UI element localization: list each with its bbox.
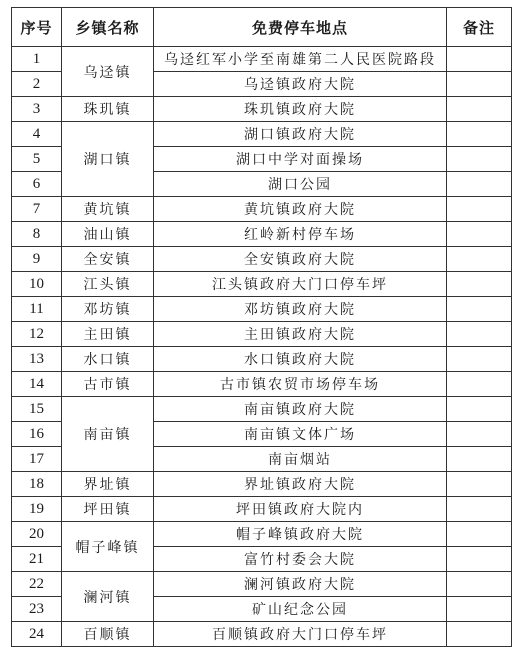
- remark-cell: [447, 622, 512, 647]
- table-row: [12, 397, 512, 422]
- town-name-cell: 帽子峰镇: [62, 522, 154, 572]
- parking-location-cell: 黄坑镇政府大院: [154, 197, 447, 222]
- parking-location-cell: 邓坊镇政府大院: [154, 297, 447, 322]
- parking-location-cell: 界址镇政府大院: [154, 472, 447, 497]
- serial-number-cell: 17: [12, 447, 62, 472]
- serial-number-cell: 13: [12, 347, 62, 372]
- header-town-name: 乡镇名称: [62, 8, 154, 47]
- serial-number-cell: 6: [12, 172, 62, 197]
- table-body: [12, 47, 512, 647]
- remark-cell: [447, 322, 512, 347]
- remark-cell: [447, 422, 512, 447]
- parking-table: [11, 7, 512, 647]
- remark-cell: [447, 522, 512, 547]
- parking-location-cell: 百顺镇政府大门口停车坪: [154, 622, 447, 647]
- parking-location-cell: 澜河镇政府大院: [154, 572, 447, 597]
- town-name-cell: 界址镇: [62, 472, 154, 497]
- table-row: [12, 347, 512, 372]
- parking-location-cell: 湖口镇政府大院: [154, 122, 447, 147]
- town-name-cell: 珠玑镇: [62, 97, 154, 122]
- remark-cell: [447, 197, 512, 222]
- town-name-cell: 湖口镇: [62, 122, 154, 197]
- town-name-cell: 主田镇: [62, 322, 154, 347]
- serial-number-cell: 5: [12, 147, 62, 172]
- serial-number-cell: 18: [12, 472, 62, 497]
- remark-cell: [447, 372, 512, 397]
- table-row: [12, 222, 512, 247]
- parking-location-cell: 红岭新村停车场: [154, 222, 447, 247]
- parking-location-cell: 南亩烟站: [154, 447, 447, 472]
- remark-cell: [447, 597, 512, 622]
- parking-location-cell: 富竹村委会大院: [154, 547, 447, 572]
- table-row: [12, 47, 512, 72]
- serial-number-cell: 20: [12, 522, 62, 547]
- remark-cell: [447, 447, 512, 472]
- town-name-cell: 古市镇: [62, 372, 154, 397]
- town-name-cell: 全安镇: [62, 247, 154, 272]
- serial-number-cell: 16: [12, 422, 62, 447]
- remark-cell: [447, 397, 512, 422]
- table-row: [12, 372, 512, 397]
- parking-location-cell: 珠玑镇政府大院: [154, 97, 447, 122]
- serial-number-cell: 22: [12, 572, 62, 597]
- town-name-cell: 水口镇: [62, 347, 154, 372]
- remark-cell: [447, 347, 512, 372]
- town-name-cell: 邓坊镇: [62, 297, 154, 322]
- town-name-cell: 黄坑镇: [62, 197, 154, 222]
- parking-location-cell: 古市镇农贸市场停车场: [154, 372, 447, 397]
- parking-location-cell: 全安镇政府大院: [154, 247, 447, 272]
- serial-number-cell: 4: [12, 122, 62, 147]
- remark-cell: [447, 497, 512, 522]
- table-row: [12, 472, 512, 497]
- header-remark: 备注: [447, 8, 512, 47]
- serial-number-cell: 10: [12, 272, 62, 297]
- remark-cell: [447, 72, 512, 97]
- serial-number-cell: 11: [12, 297, 62, 322]
- parking-location-cell: 主田镇政府大院: [154, 322, 447, 347]
- table-row: [12, 272, 512, 297]
- remark-cell: [447, 272, 512, 297]
- remark-cell: [447, 247, 512, 272]
- table-row: [12, 572, 512, 597]
- town-name-cell: 澜河镇: [62, 572, 154, 622]
- parking-location-cell: 乌迳红军小学至南雄第二人民医院路段: [154, 47, 447, 72]
- table-row: [12, 322, 512, 347]
- town-name-cell: 江头镇: [62, 272, 154, 297]
- serial-number-cell: 14: [12, 372, 62, 397]
- header-row: [12, 8, 512, 47]
- serial-number-cell: 15: [12, 397, 62, 422]
- header-serial-number: 序号: [12, 8, 62, 47]
- remark-cell: [447, 297, 512, 322]
- serial-number-cell: 9: [12, 247, 62, 272]
- parking-location-cell: 水口镇政府大院: [154, 347, 447, 372]
- table-row: [12, 497, 512, 522]
- table-row: [12, 97, 512, 122]
- serial-number-cell: 1: [12, 47, 62, 72]
- parking-location-cell: 南亩镇政府大院: [154, 397, 447, 422]
- parking-location-cell: 湖口中学对面操场: [154, 147, 447, 172]
- serial-number-cell: 2: [12, 72, 62, 97]
- serial-number-cell: 21: [12, 547, 62, 572]
- town-name-cell: 乌迳镇: [62, 47, 154, 97]
- serial-number-cell: 23: [12, 597, 62, 622]
- parking-location-cell: 江头镇政府大门口停车坪: [154, 272, 447, 297]
- serial-number-cell: 8: [12, 222, 62, 247]
- table-row: [12, 622, 512, 647]
- town-name-cell: 百顺镇: [62, 622, 154, 647]
- parking-location-cell: 坪田镇政府大院内: [154, 497, 447, 522]
- town-name-cell: 南亩镇: [62, 397, 154, 472]
- parking-location-cell: 乌迳镇政府大院: [154, 72, 447, 97]
- town-name-cell: 油山镇: [62, 222, 154, 247]
- remark-cell: [447, 547, 512, 572]
- remark-cell: [447, 147, 512, 172]
- parking-location-cell: 南亩镇文体广场: [154, 422, 447, 447]
- remark-cell: [447, 222, 512, 247]
- remark-cell: [447, 47, 512, 72]
- table-row: [12, 522, 512, 547]
- header-parking-location: 免费停车地点: [154, 8, 447, 47]
- town-name-cell: 坪田镇: [62, 497, 154, 522]
- serial-number-cell: 12: [12, 322, 62, 347]
- table-row: [12, 297, 512, 322]
- serial-number-cell: 3: [12, 97, 62, 122]
- parking-location-cell: 帽子峰镇政府大院: [154, 522, 447, 547]
- remark-cell: [447, 572, 512, 597]
- remark-cell: [447, 172, 512, 197]
- table-row: [12, 122, 512, 147]
- remark-cell: [447, 472, 512, 497]
- parking-location-cell: 矿山纪念公园: [154, 597, 447, 622]
- serial-number-cell: 24: [12, 622, 62, 647]
- remark-cell: [447, 97, 512, 122]
- serial-number-cell: 19: [12, 497, 62, 522]
- table-row: [12, 247, 512, 272]
- serial-number-cell: 7: [12, 197, 62, 222]
- table-row: [12, 197, 512, 222]
- remark-cell: [447, 122, 512, 147]
- parking-location-cell: 湖口公园: [154, 172, 447, 197]
